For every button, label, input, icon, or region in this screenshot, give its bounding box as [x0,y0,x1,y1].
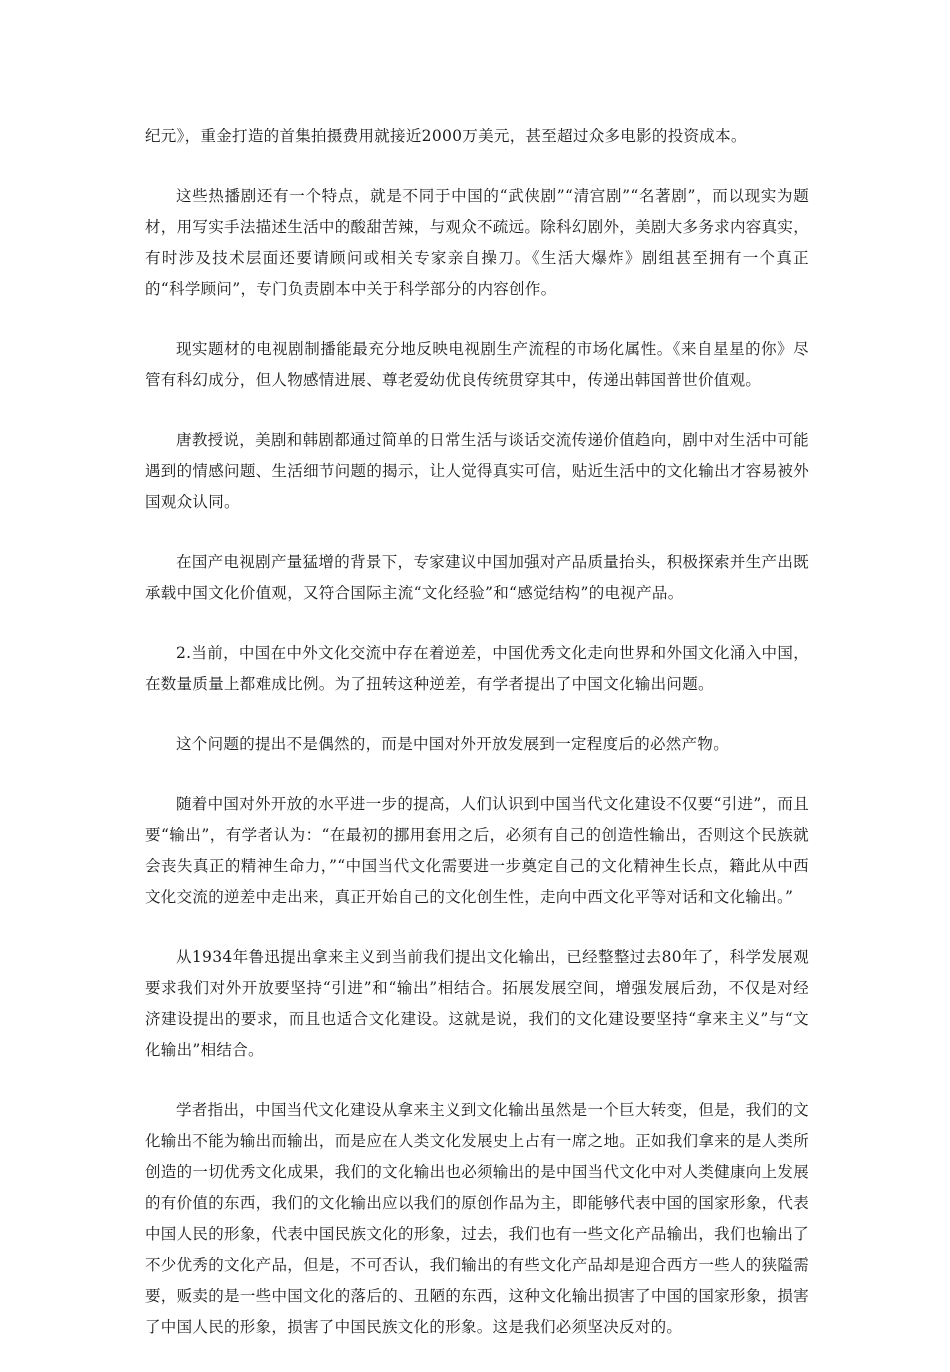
paragraph-3: 现实题材的电视剧制播能最充分地反映电视剧生产流程的市场化属性。《来自星星的你》尽管有科幻成分，但人物感情进展、尊老爱幼优良传统贯穿其中，传递出韩国普世价值观。 [145,340,809,389]
document-body [145,121,809,1372]
paragraph-2: 这些热播剧还有一个特点，就是不同于中国的“武侠剧”“清宫剧”“名著剧”，而以现实为题材，用写实手法描述生活中的酸甜苦辣，与观众不疏远。除科幻剧外，美剧大多务求内容真实，有时涉及技术层面还要请顾问或相关专家亲自操刀。《生活大爆炸》剧组甚至拥有一个真正的“科学顾问”，专门负责剧本中关于科学部分的内容创作。 [145,187,809,298]
paragraph-7: 这个问题的提出不是偶然的，而是中国对外开放发展到一定程度后的必然产物。 [176,735,730,753]
paragraph-10: 学者指出，中国当代文化建设从拿来主义到文化输出虽然是一个巨大转变，但是，我们的文化输出不能为输出而输出，而是应在人类文化发展史上占有一席之地。正如我们拿来的是人类所创造的一切优秀文化成果，我们的文化输出也必须输出的是中国当代文化中对人类健康向上发展的有价值的东西，我们的文化输出应以我们的原创作品为主，即能够代表中国的国家形象，代表中国人民的形象，代表中国民族文化的形象，过去，我们也有一些文化产品输出，我们也输出了不少优秀的文化产品，但是，不可否认，我们输出的有些文化产品却是迎合西方一些人的狭隘需要，贩卖的是一些中国文化的落后的、丑陋的东西，这种文化输出损害了中国的国家形象，损害了中国人民的形象，损害了中国民族文化的形象。这是我们必须坚决反对的。 [145,1101,809,1336]
paragraph-5: 在国产电视剧产量猛增的背景下，专家建议中国加强对产品质量抬头，积极探索并生产出既承载中国文化价值观，又符合国际主流“文化经验”和“感觉结构”的电视产品。 [145,553,809,602]
paragraph-1: 纪元》，重金打造的首集拍摄费用就接近2000万美元，甚至超过众多电影的投资成本。 [145,127,747,145]
paragraph-9: 从1934年鲁迅提出拿来主义到当前我们提出文化输出，已经整整过去80年了，科学发展观要求我们对外开放要坚持“引进”和“输出”相结合。拓展发展空间，增强发展后劲，不仅是对经济建设提出的要求，而且也适合文化建设。这就是说，我们的文化建设要坚持“拿来主义”与“文化输出”相结合。 [145,948,809,1059]
paragraph-8: 随着中国对外开放的水平进一步的提高，人们认识到中国当代文化建设不仅要“引进”，而且要“输出”，有学者认为：“在最初的挪用套用之后，必须有自己的创造性输出，否则这个民族就会丧失真正的精神生命力，”“中国当代文化需要进一步奠定自己的文化精神生长点，籍此从中西文化交流的逆差中走出来，真正开始自己的文化创生性，走向中西文化平等对话和文化输出。” [145,795,809,906]
paragraph-4: 唐教授说，美剧和韩剧都通过简单的日常生活与谈话交流传递价值趋向，剧中对生活中可能遇到的情感问题、生活细节问题的揭示，让人觉得真实可信，贴近生活中的文化输出才容易被外国观众认同。 [145,431,809,511]
paragraph-6: 2.当前，中国在中外文化交流中存在着逆差，中国优秀文化走向世界和外国文化涌入中国，在数量质量上都难成比例。为了扭转这种逆差，有学者提出了中国文化输出问题。 [145,644,809,693]
